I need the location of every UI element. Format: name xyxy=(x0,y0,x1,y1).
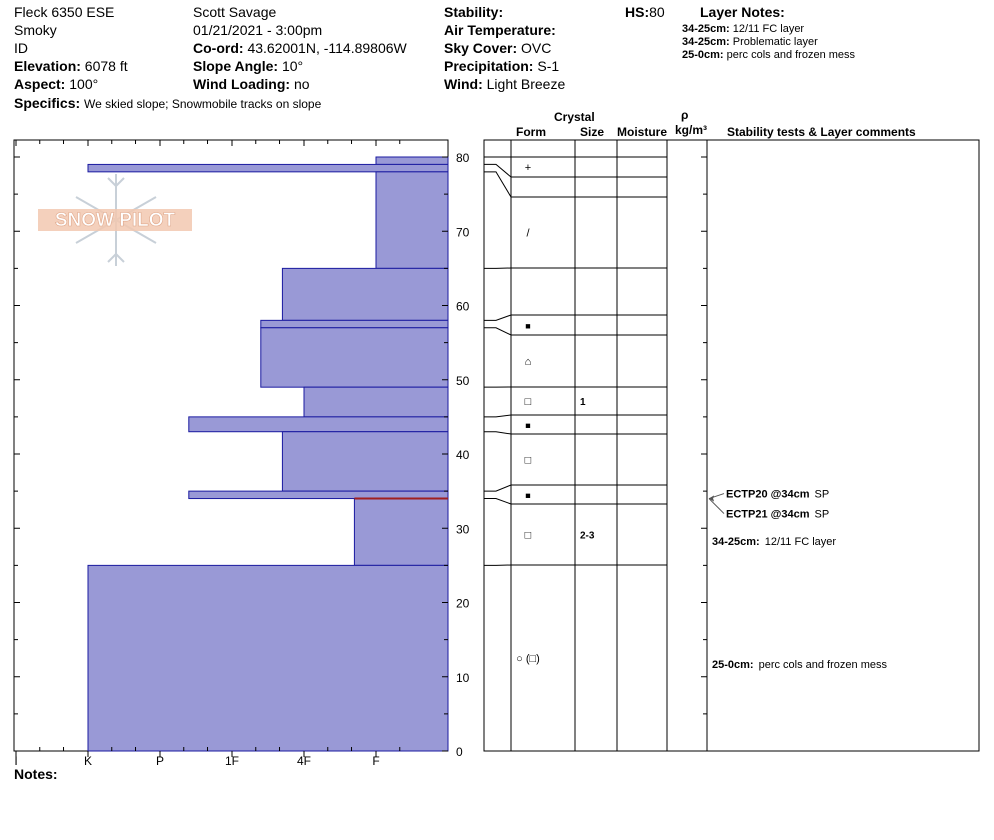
hardness-bar xyxy=(261,320,448,327)
layer-comment xyxy=(712,659,887,671)
depth-tick-label: 10 xyxy=(456,670,470,685)
grain-form-symbol: □ xyxy=(524,396,532,408)
depth-tick-label: 30 xyxy=(456,522,470,537)
coord-label: Co-ord: xyxy=(193,40,244,56)
col-header-moisture: Moisture xyxy=(617,125,668,139)
layer-note-text: perc cols and frozen mess xyxy=(726,49,856,61)
hardness-bars xyxy=(88,157,448,751)
observation-datetime: 01/21/2021 - 3:00pm xyxy=(193,22,323,38)
depth-tick-label: 50 xyxy=(456,373,470,388)
hardness-tick-label: K xyxy=(83,754,93,768)
state-name: ID xyxy=(14,40,28,56)
hardness-bar xyxy=(282,268,448,320)
depth-tick-label: 40 xyxy=(456,448,470,462)
location-name: Fleck 6350 ESE xyxy=(14,4,115,20)
logo-text: SNOW PILOT xyxy=(54,210,176,231)
wind-value: Light Breeze xyxy=(486,76,566,92)
stability-test-code: ECTP20 @34cm xyxy=(726,488,810,501)
grain-size: 2-3 xyxy=(580,530,595,542)
hardness-bar xyxy=(189,417,448,432)
depth-axis xyxy=(456,151,470,759)
col-header-rho: ρ xyxy=(681,108,689,122)
hardness-tick-label: I xyxy=(14,754,18,768)
hardness-bar xyxy=(376,157,448,164)
grain-form-symbol: ■ xyxy=(525,420,531,431)
stability-test-quality: SP xyxy=(814,488,830,501)
hardness-bar xyxy=(304,387,448,417)
hardness-tick-label: 1F xyxy=(224,754,240,768)
hardness-tick-label: P xyxy=(155,754,165,768)
observer-name: Scott Savage xyxy=(193,4,277,20)
layer-comment-depth: 34-25cm: xyxy=(712,536,760,548)
layer-comment-text: perc cols and frozen mess xyxy=(758,659,887,671)
depth-tick-label: 80 xyxy=(456,151,470,165)
layer-table-content xyxy=(516,162,887,671)
wind-loading-value: no xyxy=(293,76,310,92)
airtemp-label: Air Temperature: xyxy=(444,22,556,38)
hardness-bar xyxy=(261,328,448,387)
layer-comment-depth: 25-0cm: xyxy=(712,659,754,671)
layer-comment-text: 12/11 FC layer xyxy=(764,536,837,548)
range-name: Smoky xyxy=(14,22,57,38)
grain-form-symbol: / xyxy=(526,227,530,240)
aspect-label: Aspect: xyxy=(14,76,66,92)
hardness-bar xyxy=(376,172,448,269)
hardness-bar xyxy=(88,565,448,751)
col-header-form: Form xyxy=(516,125,546,139)
elevation-label: Elevation: xyxy=(14,58,81,74)
layer-notes-title: Layer Notes: xyxy=(700,4,785,20)
stability-label: Stability: xyxy=(444,4,504,20)
grain-form-symbol: ■ xyxy=(525,490,531,501)
precip-label: Precipitation: xyxy=(444,58,534,74)
notes-label: Notes: xyxy=(14,766,58,782)
hs-label: HS: xyxy=(625,4,650,20)
depth-tick-label: 70 xyxy=(456,225,470,240)
wind-loading-label: Wind Loading: xyxy=(193,76,291,92)
stability-test xyxy=(726,509,829,521)
layer-comment xyxy=(712,536,836,548)
grain-form-symbol: □ xyxy=(524,454,532,467)
sky-label: Sky Cover: xyxy=(444,40,518,56)
hs-value: 80 xyxy=(649,4,665,20)
grain-form-symbol: + xyxy=(524,162,532,174)
wind-label: Wind: xyxy=(444,76,483,92)
stability-test-code: ECTP21 @34cm xyxy=(726,508,810,521)
hardness-bar xyxy=(282,432,448,491)
depth-tick-label: 60 xyxy=(456,299,470,314)
hardness-tick-label: F xyxy=(372,754,380,768)
grain-size: 1 xyxy=(580,397,586,408)
hardness-bar xyxy=(354,499,448,566)
stability-test xyxy=(726,489,829,501)
grain-form-symbol: ⌂ xyxy=(524,356,532,368)
grain-form-symbol: ■ xyxy=(525,321,531,331)
layer-note-text: 12/11 FC layer xyxy=(732,23,805,35)
depth-tick-label: 0 xyxy=(456,745,463,759)
depth-tick-label: 20 xyxy=(456,596,470,611)
test-pointer xyxy=(709,499,724,514)
hardness-bar xyxy=(189,491,448,498)
slope-label: Slope Angle: xyxy=(193,58,279,74)
grain-form-symbol: □ xyxy=(524,529,532,542)
elevation-value: 6078 ft xyxy=(84,58,128,74)
stability-test-quality: SP xyxy=(814,508,830,521)
col-header-size: Size xyxy=(580,125,605,139)
col-header-stability: Stability tests & Layer comments xyxy=(727,125,916,139)
layer-note-depth: 25-0cm: xyxy=(682,49,724,61)
snowpilot-logo xyxy=(38,174,192,266)
hardness-bar xyxy=(88,164,448,171)
sky-value: OVC xyxy=(521,40,552,56)
layer-note-text: Problematic layer xyxy=(732,36,818,48)
hardness-tick-label: 4F xyxy=(296,754,312,768)
specifics-label: Specifics: xyxy=(14,95,81,111)
col-header-crystal: Crystal xyxy=(554,110,595,124)
precip-value: S-1 xyxy=(537,58,560,74)
coord-value: 43.62001N, -114.89806W xyxy=(247,40,407,56)
slope-value: 10° xyxy=(281,58,304,74)
specifics-value: We skied slope; Snowmobile tracks on slope xyxy=(84,97,322,111)
aspect-value: 100° xyxy=(69,76,99,92)
layer-note-depth: 34-25cm: xyxy=(682,36,730,48)
layer-note-depth: 34-25cm: xyxy=(682,23,730,35)
grain-form-symbol: ○ (□) xyxy=(516,653,540,665)
col-header-density-unit: kg/m³ xyxy=(675,123,708,137)
